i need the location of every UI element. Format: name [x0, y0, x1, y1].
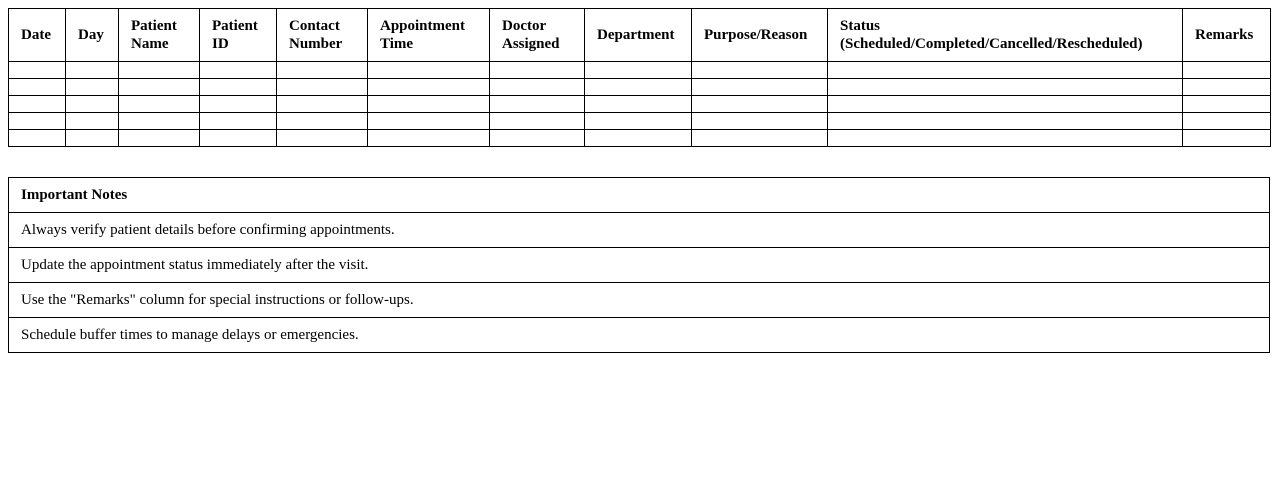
column-header-contact-number: Contact Number [277, 9, 368, 62]
table-cell [368, 96, 490, 113]
table-cell [277, 79, 368, 96]
section-spacer [8, 147, 1270, 177]
table-row [9, 62, 1271, 79]
table-cell [585, 130, 692, 147]
document-page [8, 8, 1270, 353]
table-cell [368, 62, 490, 79]
table-cell [1183, 62, 1271, 79]
note-text: Schedule buffer times to manage delays or emergencies. [9, 318, 1270, 353]
note-text: Use the "Remarks" column for special instructions or follow-ups. [9, 283, 1270, 318]
table-cell [200, 130, 277, 147]
table-cell [66, 113, 119, 130]
table-row [9, 113, 1271, 130]
table-cell [692, 62, 828, 79]
table-cell [368, 113, 490, 130]
table-cell [66, 96, 119, 113]
table-cell [828, 62, 1183, 79]
table-cell [368, 130, 490, 147]
table-cell [119, 79, 200, 96]
table-cell [9, 113, 66, 130]
table-cell [9, 62, 66, 79]
table-cell [828, 113, 1183, 130]
note-row [9, 283, 1270, 318]
note-text: Update the appointment status immediately after the visit. [9, 248, 1270, 283]
note-row [9, 213, 1270, 248]
notes-heading: Important Notes [9, 178, 1270, 213]
note-row [9, 248, 1270, 283]
column-header-doctor-assigned: Doctor Assigned [490, 9, 585, 62]
column-header-day: Day [66, 9, 119, 62]
table-cell [277, 62, 368, 79]
table-cell [585, 79, 692, 96]
column-header-appointment-time: Appointment Time [368, 9, 490, 62]
table-cell [277, 113, 368, 130]
table-cell [66, 79, 119, 96]
table-cell [277, 96, 368, 113]
table-cell [692, 113, 828, 130]
table-cell [200, 113, 277, 130]
table-cell [1183, 113, 1271, 130]
table-cell [828, 96, 1183, 113]
table-cell [490, 79, 585, 96]
table-cell [585, 113, 692, 130]
column-header-date: Date [9, 9, 66, 62]
table-cell [1183, 130, 1271, 147]
table-row [9, 79, 1271, 96]
table-cell [9, 79, 66, 96]
column-header-remarks: Remarks [1183, 9, 1271, 62]
notes-heading-row [9, 178, 1270, 213]
table-cell [66, 62, 119, 79]
table-cell [585, 62, 692, 79]
note-row [9, 318, 1270, 353]
table-header-row [9, 9, 1271, 62]
table-cell [1183, 79, 1271, 96]
column-header-department: Department [585, 9, 692, 62]
column-header-purpose-reason: Purpose/Reason [692, 9, 828, 62]
column-header-status: Status (Scheduled/Completed/Cancelled/Rescheduled) [828, 9, 1183, 62]
column-header-patient-name: Patient Name [119, 9, 200, 62]
table-cell [277, 130, 368, 147]
table-cell [490, 130, 585, 147]
table-cell [200, 62, 277, 79]
table-cell [119, 130, 200, 147]
table-cell [119, 113, 200, 130]
table-cell [692, 79, 828, 96]
table-row [9, 130, 1271, 147]
table-cell [368, 79, 490, 96]
table-cell [66, 130, 119, 147]
table-cell [119, 96, 200, 113]
appointment-schedule-table [8, 8, 1271, 147]
table-cell [200, 96, 277, 113]
table-cell [9, 96, 66, 113]
table-cell [9, 130, 66, 147]
table-row [9, 96, 1271, 113]
table-cell [119, 62, 200, 79]
table-cell [490, 113, 585, 130]
table-cell [828, 79, 1183, 96]
table-cell [1183, 96, 1271, 113]
table-cell [490, 62, 585, 79]
column-header-patient-id: Patient ID [200, 9, 277, 62]
note-text: Always verify patient details before confirming appointments. [9, 213, 1270, 248]
table-cell [828, 130, 1183, 147]
table-cell [692, 130, 828, 147]
table-cell [585, 96, 692, 113]
table-cell [490, 96, 585, 113]
table-cell [200, 79, 277, 96]
important-notes-table [8, 177, 1270, 353]
table-cell [692, 96, 828, 113]
